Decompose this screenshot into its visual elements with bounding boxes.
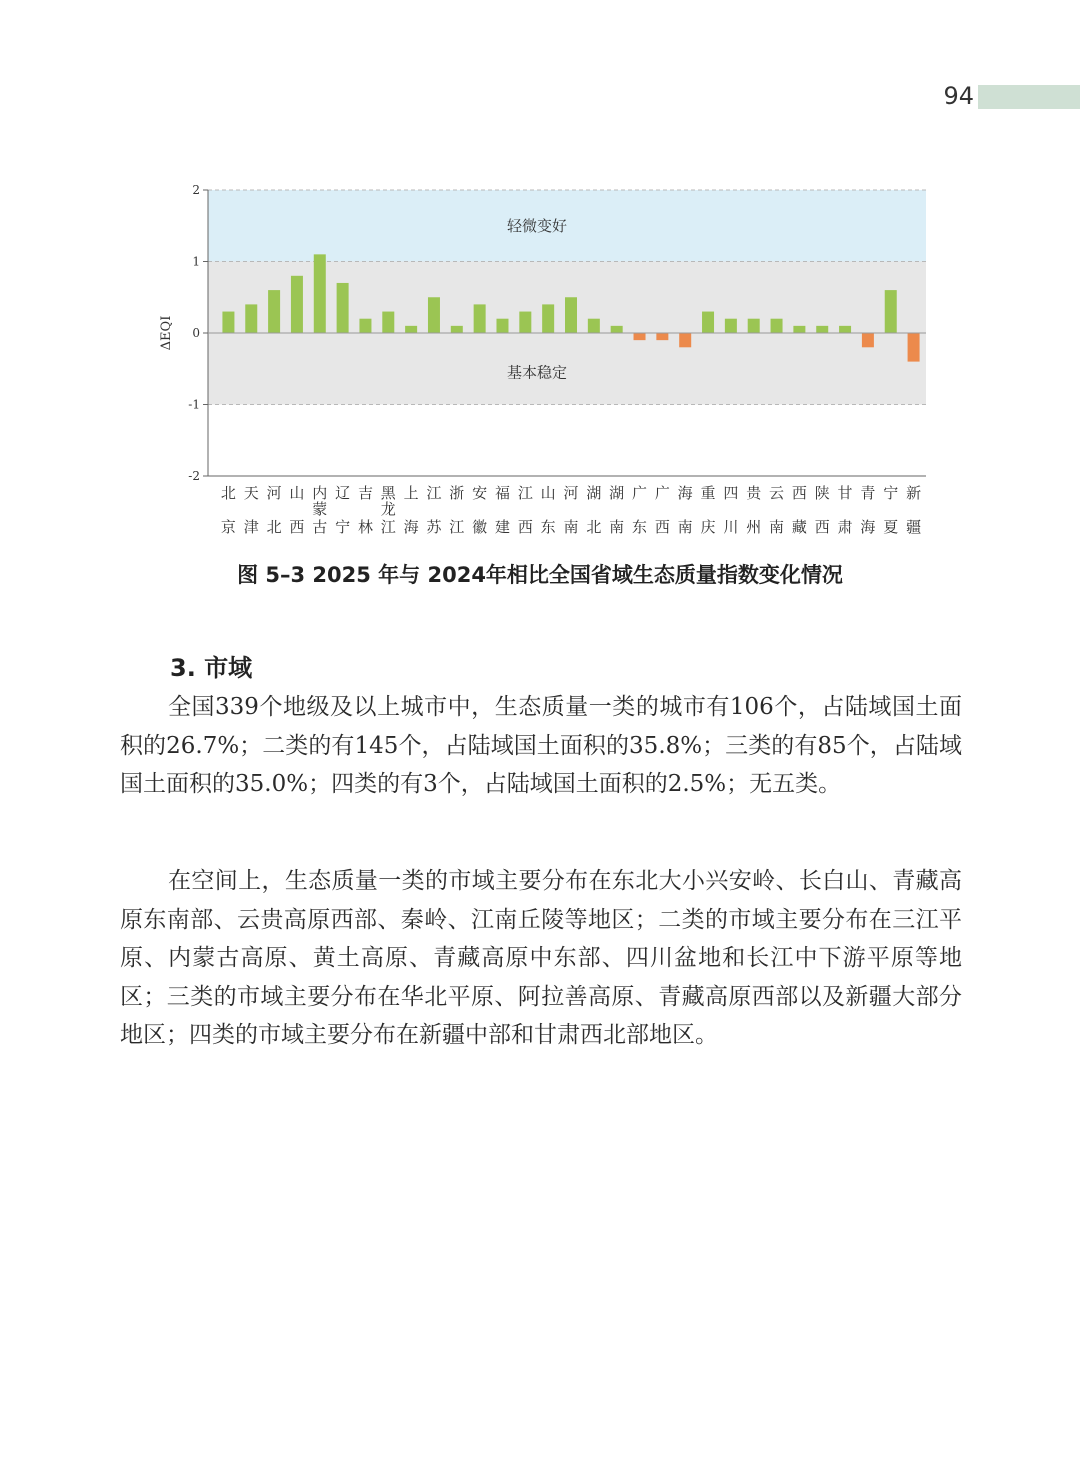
x-label-char: 江 [449,518,465,536]
x-label-char: 东 [540,518,556,536]
x-label-char: 云 [769,484,785,502]
x-label-char: 南 [769,518,785,536]
body-paragraph-2: 在空间上，生态质量一类的市域主要分布在东北大小兴安岭、长白山、青藏高原东南部、云贵高原西部、秦岭、江南丘陵等地区；二类的市域主要分布在三江平原、内蒙古高原、黄土高原、青藏高原中东部、四川盆地和长江中下游平原等地区；三类的市域主要分布在华北平原、阿拉善高原、青藏高原西部以及新疆大部分地区；四类的市域主要分布在新疆中部和甘肃西北部地区。 [120,868,962,1048]
bar-浙江 [451,326,463,333]
x-label-char: 北 [266,518,282,536]
page-tab-decoration [978,85,1080,109]
bar-宁夏 [885,290,897,333]
chart-ticks [188,183,208,483]
x-label-char: 西 [289,518,305,536]
y-tick-label: 1 [192,254,200,269]
x-label-char: 青 [860,484,876,502]
x-label-char: 甘 [837,484,853,502]
bar-江苏 [428,297,440,333]
x-label-char: 建 [494,518,510,536]
x-label-char: 贵 [746,484,762,502]
chart-svg [140,170,940,550]
x-label-char: 西 [517,518,533,536]
bar-贵州 [748,319,760,333]
x-label-char: 东 [632,518,648,536]
x-label-char: 西 [654,518,670,536]
chart-x-labels [221,484,921,536]
x-label-char: 林 [357,518,373,536]
x-label-char: 陕 [814,484,830,502]
bar-辽宁 [337,283,349,333]
x-label-char: 广 [632,484,648,502]
x-label-char: 海 [677,484,693,502]
x-label-char: 京 [220,518,236,536]
x-label-char: 四 [723,484,739,502]
x-label-char: 海 [403,518,419,536]
x-label-char: 南 [609,518,625,536]
eqi-change-chart [140,170,940,550]
x-label-char: 辽 [335,484,351,502]
bar-甘肃 [839,326,851,333]
x-label-char: 州 [746,518,762,536]
x-label-char: 上 [403,484,419,502]
x-label-char: 疆 [906,518,922,536]
x-label-char: 河 [266,484,282,502]
x-label-char: 龙 [380,500,396,518]
bar-青海 [862,333,874,347]
x-label-char: 河 [563,484,579,502]
bar-四川 [725,319,737,333]
bar-云南 [771,319,783,333]
bar-广东 [634,333,646,340]
x-label-char: 藏 [791,518,807,536]
bar-河南 [565,297,577,333]
bar-天津 [245,304,257,333]
y-tick-label: -1 [188,397,200,412]
band-label-0: 轻微变好 [506,216,568,235]
bar-陕西 [816,326,828,333]
bar-西藏 [793,326,805,333]
bar-江西 [519,312,531,333]
x-label-char: 湖 [609,484,625,502]
bar-湖北 [588,319,600,333]
x-label-char: 西 [791,484,807,502]
bar-福建 [496,319,508,333]
x-label-char: 宁 [335,518,351,536]
bar-新疆 [908,333,920,362]
bar-北京 [222,312,234,333]
bar-内蒙古 [314,254,326,333]
x-label-char: 江 [517,484,533,502]
x-label-char: 吉 [357,484,373,502]
bar-湖南 [611,326,623,333]
x-label-char: 北 [220,484,236,502]
x-label-char: 天 [243,484,259,502]
y-tick-label: 2 [192,183,200,197]
x-label-char: 苏 [426,518,442,536]
x-label-char: 西 [814,518,830,536]
bar-山东 [542,304,554,333]
x-label-char: 江 [380,518,396,536]
x-label-char: 江 [426,484,442,502]
x-label-char: 宁 [883,484,899,502]
bar-广西 [656,333,668,340]
x-label-char: 夏 [883,518,899,536]
x-label-char: 肃 [837,518,853,536]
x-label-char: 山 [289,484,305,502]
body-paragraph-1: 全国339个地级及以上城市中，生态质量一类的城市有106个，占陆域国土面积的26.7%；二类的有145个，占陆域国土面积的35.8%；三类的有85个，占陆域国土面积的35.0%；四类的有3个，占陆域国土面积的2.5%；无五类。 [120,694,962,797]
x-label-char: 浙 [449,484,465,502]
page-number: 94 [943,82,974,110]
x-label-char: 黑 [380,484,396,502]
y-tick-label: 0 [192,326,200,340]
bar-黑龙江 [382,312,394,333]
x-label-char: 徽 [472,518,488,536]
x-label-char: 重 [700,484,716,502]
x-label-char: 古 [312,518,328,536]
x-label-char: 蒙 [312,500,328,518]
x-label-char: 庆 [700,518,716,536]
band-label-1: 基本稳定 [506,363,568,382]
x-label-char: 内 [312,484,328,502]
y-axis-label: ΔEQI [159,315,174,351]
bar-上海 [405,326,417,333]
x-label-char: 福 [494,484,510,502]
y-tick-label: -2 [188,469,200,483]
section-heading: 3. 市域 [170,654,253,682]
x-label-char: 海 [860,518,876,536]
x-label-char: 湖 [586,484,602,502]
x-label-char: 安 [472,484,488,502]
bar-安徽 [474,304,486,333]
bar-山西 [291,276,303,333]
bar-河北 [268,290,280,333]
x-label-char: 南 [563,518,579,536]
x-label-char: 川 [723,518,739,536]
x-label-char: 南 [677,518,693,536]
x-label-char: 广 [654,484,670,502]
x-label-char: 山 [540,484,556,502]
x-label-char: 北 [586,518,602,536]
bar-吉林 [359,319,371,333]
figure-caption: 图 5–3 2025 年与 2024年相比全国省域生态质量指数变化情况 [237,563,843,587]
x-label-char: 津 [243,518,259,536]
x-label-char: 新 [906,484,922,502]
bar-海南 [679,333,691,347]
bar-重庆 [702,312,714,333]
